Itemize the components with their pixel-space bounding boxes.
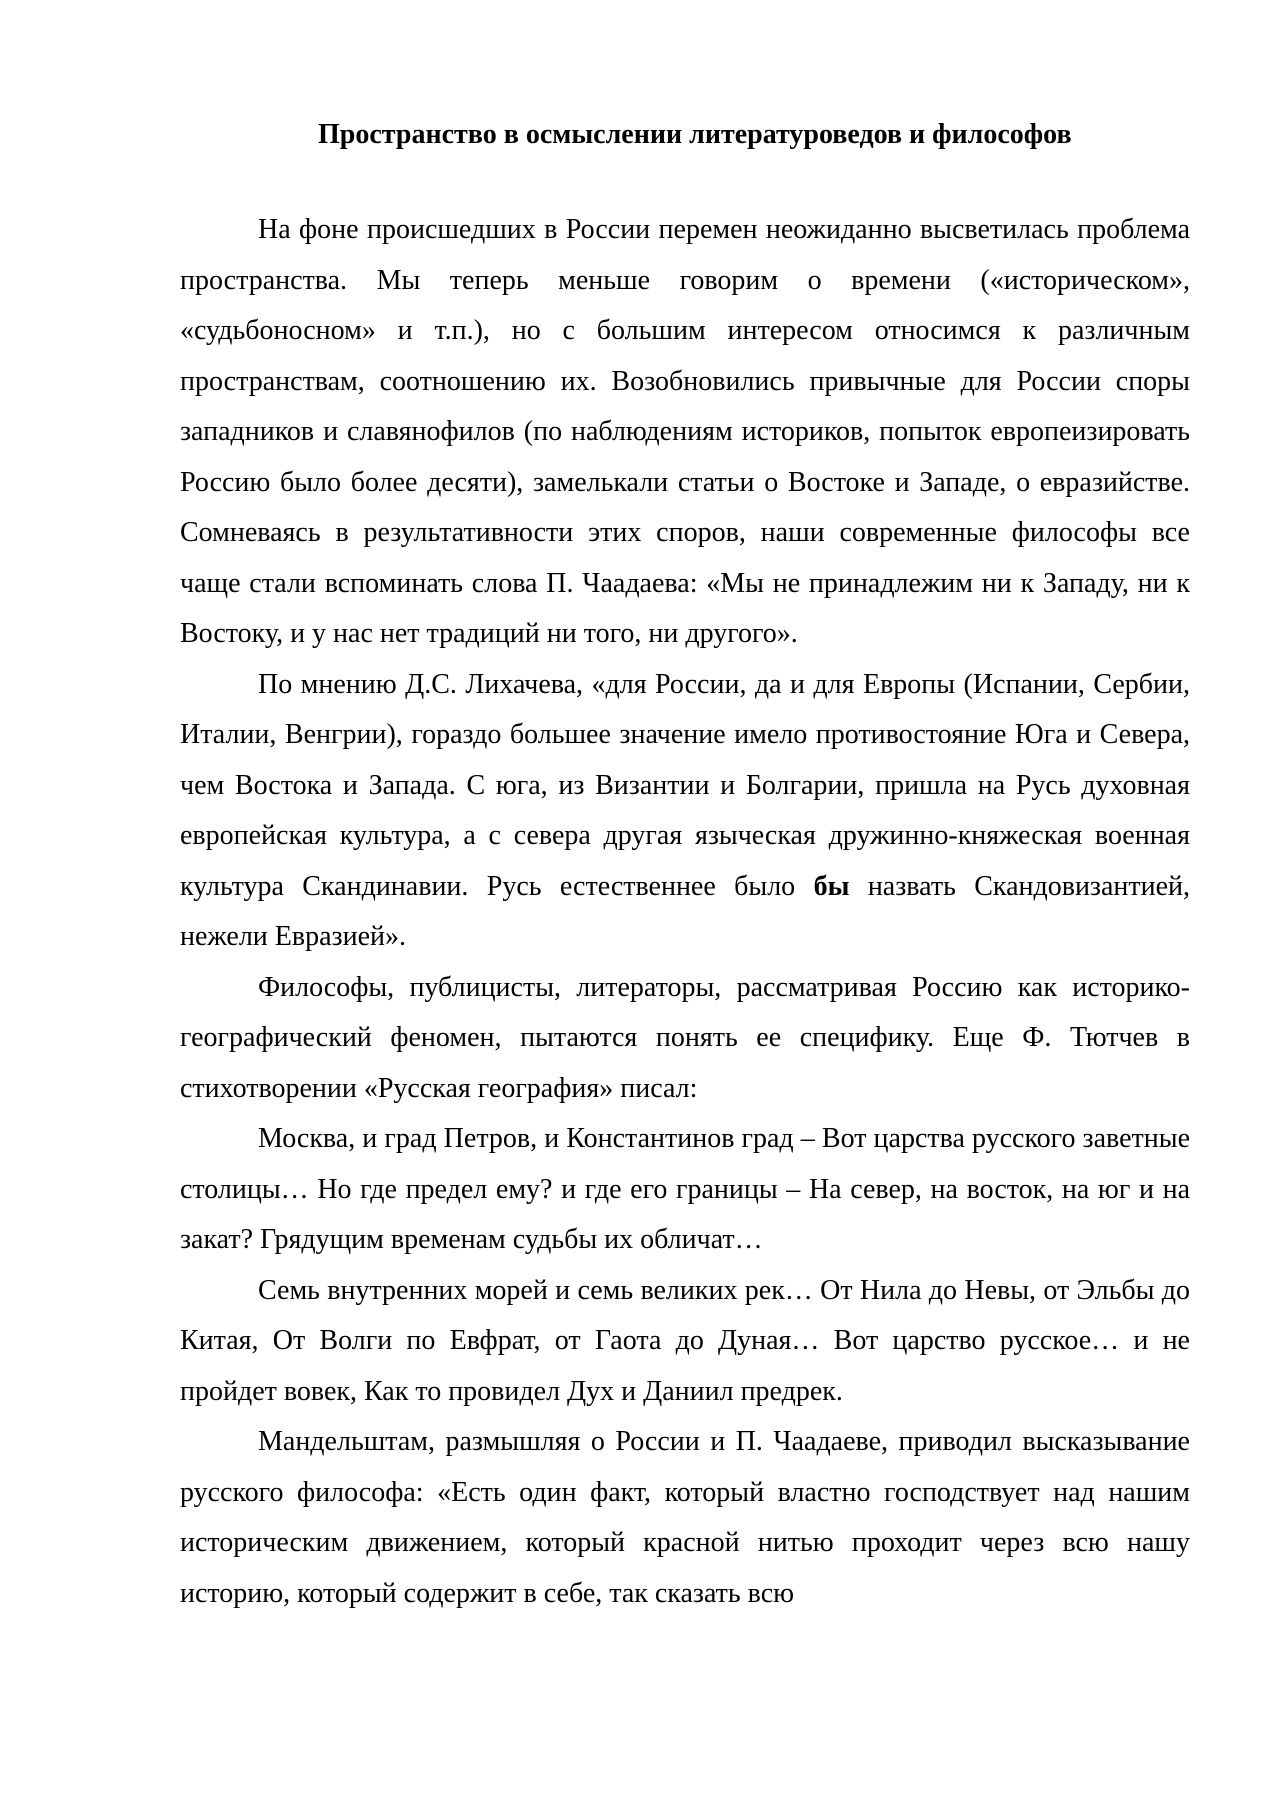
paragraph-2 — [180, 660, 1190, 963]
paragraph-3: Философы, публицисты, литераторы, рассматривая Россию как историко-географический феномен, пытаются понять ее специфику. Еще Ф. Тютчев в стихотворении «Русская география» писал: — [180, 971, 1190, 1104]
paragraph-2-bold-word: бы — [813, 870, 850, 902]
paragraph-4: Москва, и град Петров, и Константинов град – Вот царства русского заветные столицы… Но где предел ему? и где его границы – На север, на восток, на юг и на закат? Грядущим временам судьбы их обличат… — [180, 1123, 1190, 1255]
paragraph-6: Мандельштам, размышляя о России и П. Чаадаеве, приводил высказывание русского философа: «Есть один факт, который властно господствует над нашим историческим движением, который красной нитью проходит через всю нашу историю, который содержит в себе, так сказать всю — [180, 1426, 1190, 1609]
paragraph-5: Семь внутренних морей и семь великих рек… От Нила до Невы, от Эльбы до Китая, От Волги по Евфрат, от Гаота до Дуная… Вот царство русское… и не пройдет вовек, Как то провидел Дух и Даниил предрек. — [180, 1274, 1190, 1407]
paragraph-1: На фоне происшедших в России перемен неожиданно высветилась проблема пространства. Мы теперь меньше говорим о времени («историческом», «судьбоносном» и т.п.), но с большим интересом относимся к различным пространствам, соотношению их. Возобновились привычные для России споры западников и славянофилов (по наблюдениям историков, попыток европеизировать Россию было более десяти), замелькали статьи о Востоке и Западе, о евразийстве. Сомневаясь в результативности этих споров, наши современные философы все чаще стали вспоминать слова П. Чаадаева: «Мы не принадлежим ни к Западу, ни к Востоку, и у нас нет традиций ни того, ни другого». — [180, 214, 1190, 649]
page-title: Пространство в осмыслении литературоведов и философов — [318, 119, 1072, 150]
paragraph-2-text-start: По мнению Д.С. Лихачева, «для России, да и для Европы (Испании, Сербии, Италии, Венгрии), гораздо большее значение имело противостояние Юга и Севера, чем Востока и Запада. С юга, из Византии и Болгарии, пришла на Русь духовная европейская культура, а с севера другая языческая дружинно-княжеская военная культура Скандинавии. Русь естественнее было — [180, 668, 1190, 902]
document-body — [180, 205, 1190, 1619]
paragraph-2-text-end: назвать Скандовизантией, нежели Евразией». — [180, 870, 1191, 952]
